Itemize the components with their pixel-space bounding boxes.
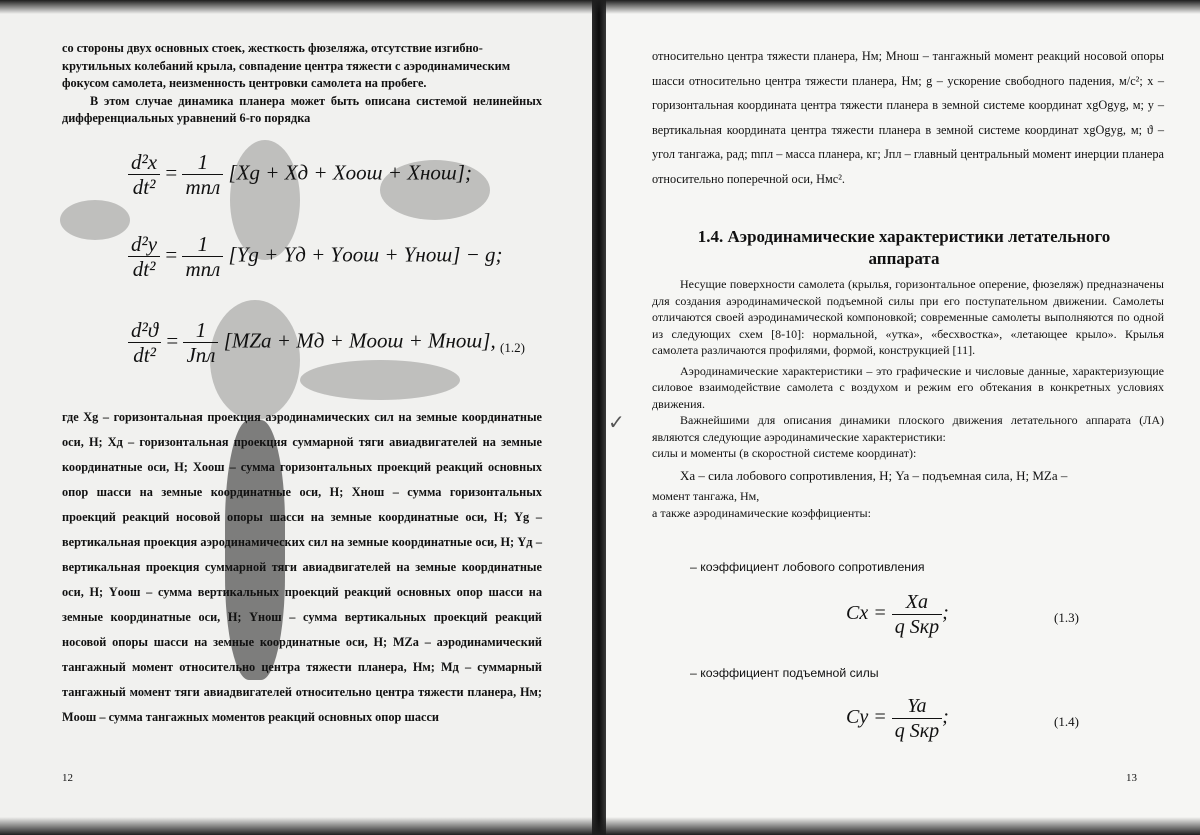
paragraph: Несущие поверхности самолета (крылья, горизонтальное оперение, фюзеляж) предназначены для создания аэродинамической подъемной силы при его поступательном движении. Самолеты отличаются своей аэродинамической компоновкой; современные самолеты выполняются по одной из следующих схем [8-10]: нормальной, «утка», «бесхвостка», «летающее крыло». Крылья самолета различаются профилями, формой, конструкцией [11]. <box>652 277 1164 357</box>
fraction: $\frac{1}{\text{Jпл}}$ <box>183 318 218 367</box>
list-item: – коэффициент подъемной силы <box>690 666 879 680</box>
equation-body: [Xg + Xд + Xоош + Xнош]; <box>228 160 472 185</box>
definitions-text <box>62 405 542 730</box>
continuation-text <box>652 44 1164 191</box>
left-page <box>0 0 592 835</box>
paragraph: а также аэродинамические коэффициенты: <box>652 505 871 520</box>
text-line: фокусом самолета, неизменность центровки самолета на пробеге. <box>62 76 427 91</box>
paragraph: относительно центра тяжести планера, Нм; Mнош – тангажный момент реакций носовой опоры шасси относительно центра тяжести планера, Нм; g – ускорение свободного падения, м/с²; x – горизонтальная координата центра тяжести планера в земной системе координат xgOgyg, м; y – вертикальная координата центра тяжести планера в земной системе координат xgOgyg, м; ϑ – угол тангажа, рад; mпл – масса планера, кг; Jпл – главный центральный момент инерции планера относительно поперечной оси, Нмс². <box>652 49 1164 186</box>
equation-1: $\frac{\text{d²x}}{\text{dt²}}$ = $\frac{1}{\text{mпл}}$ [Xg + Xд + Xоош + Xнош]; <box>128 150 472 199</box>
paragraph: Аэродинамические характеристики – это графические и числовые данные, характеризующие силовое взаимодействие самолета с воздухом и режим его обтекания в конкретных условиях движения. <box>652 363 1164 411</box>
paragraph: В этом случае динамика планера может быть описана системой нелинейных дифференциальных уравнений 6-го порядка <box>62 93 542 126</box>
body-text <box>652 276 1164 521</box>
equation-1-3: Cx = $\frac{Xa}{\text{q Sкр}}$ ; <box>846 591 949 638</box>
fraction: $\frac{1}{\text{mпл}}$ <box>182 150 223 199</box>
equation-1-4: Cy = $\frac{Ya}{\text{q Sкр}}$ ; <box>846 695 949 742</box>
intro-text <box>62 40 542 128</box>
equation-number: (1.2) <box>500 340 525 355</box>
fraction: $\frac{\text{d²ϑ}}{\text{dt²}}$ <box>128 318 161 367</box>
fraction: $\frac{1}{\text{mпл}}$ <box>182 232 223 281</box>
equation-body: [Yg + Yд + Yоош + Yнош] − g; <box>228 242 503 267</box>
fraction: $\frac{\text{d²y}}{\text{dt²}}$ <box>128 232 160 281</box>
equation-2: $\frac{\text{d²y}}{\text{dt²}}$ = $\frac{1}{\text{mпл}}$ [Yg + Yд + Yоош + Yнош] − g; <box>128 232 503 281</box>
margin-checkmark: ✓ <box>608 412 625 434</box>
text-line: со стороны двух основных стоек, жесткость фюзеляжа, отсутствие изгибно- <box>62 41 483 55</box>
page-number: 13 <box>1126 772 1137 784</box>
scan-noise <box>60 200 130 240</box>
text-line: крутильных колебаний крыла, совпадение центра тяжести с аэродинамическим <box>62 58 511 73</box>
right-page <box>606 0 1200 835</box>
scan-edge-bottom <box>0 817 1200 835</box>
paragraph: силы и моменты (в скоростной системе координат): <box>652 446 917 460</box>
paragraph: Xa – сила лобового сопротивления, Н; Ya – подъемная сила, Н; MZa – <box>680 467 1068 483</box>
book-gutter <box>592 0 606 835</box>
list-item: – коэффициент лобового сопротивления <box>690 560 925 574</box>
fraction: $\frac{\text{d²x}}{\text{dt²}}$ <box>128 150 160 199</box>
paragraph: момент тангажа, Нм, <box>652 489 760 503</box>
page-number: 12 <box>62 772 73 784</box>
scan-edge-top <box>0 0 1200 14</box>
paragraph: Важнейшими для описания динамики плоского движения летательного аппарата (ЛА) являются следующие аэродинамические характеристики: <box>652 413 1164 444</box>
fraction: $\frac{Xa}{\text{q Sкр}}$ <box>892 590 942 639</box>
equation-number: (1.3) <box>1054 610 1079 625</box>
paragraph: где Xg – горизонтальная проекция аэродинамических сил на земные координатные оси, Н; Xд – горизонтальная проекция суммарной тяги авиадвигателей на земные координатные оси, Н; Xоош – сумма горизонтальных проекций реакций основных опор шасси на земные координатные оси, Н; Xнош – сумма горизонтальных проекций реакций носовой опоры шасси на земные координатные оси, Н; Yg – вертикальная проекция аэродинамических сил на земные координатные оси, Н; Yд – вертикальная проекция суммарной тяги авиадвигателей на земные координатные оси, Н; Yоош – сумма вертикальных проекций реакций основных опор шасси на земные координатные оси, Н; Yнош – сумма вертикальных проекций реакций носовой опоры шасси на земные координатные оси, Н; MZa – аэродинамический тангажный момент относительно центра тяжести планера, Нм; Mд – суммарный тангажный момент тяги авиадвигателей относительно центра тяжести планера, Нм; Mоош – сумма тангажных моментов реакций основных опор шасси <box>62 410 542 724</box>
equation-body: [MZa + Mд + Mоош + Mнош], <box>223 328 496 353</box>
fraction: $\frac{Ya}{\text{q Sкр}}$ <box>892 694 942 743</box>
section-heading: 1.4. Аэродинамические характеристики летательного аппарата <box>697 227 1111 268</box>
equation-number: (1.4) <box>1054 714 1079 729</box>
equation-3: $\frac{\text{d²ϑ}}{\text{dt²}}$ = $\frac{1}{\text{Jпл}}$ [MZa + Mд + Mоош + Mнош], <box>128 318 496 367</box>
